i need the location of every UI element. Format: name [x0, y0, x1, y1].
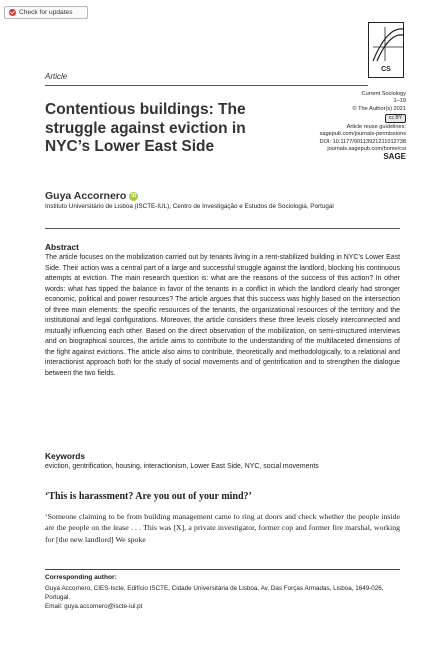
section-heading: ‘This is harassment? Are you out of your mind?’: [45, 491, 252, 502]
keywords-text: eviction, gentrification, housing, interactionism, Lower East Side, NYC, social movements: [45, 463, 319, 470]
doi[interactable]: DOI: 10.1177/00113921211012738: [319, 138, 406, 145]
check-updates-label: Check for updates: [19, 9, 73, 16]
page-range: 1–19: [393, 98, 406, 105]
corresponding-email[interactable]: Email: guya.accornero@iscte-iul.pt: [45, 603, 143, 610]
corresponding-address: Guya Accornero, CIES-Iscte, Edifício ISCTE, Cidade Universitária de Lisboa, Av. Das Forças Armadas, Lisboa, 1649-026, Portugal.: [45, 585, 384, 601]
corresponding-author-heading: Corresponding author:: [45, 574, 117, 581]
author-line: [45, 190, 138, 202]
body-paragraph: ‘Someone claiming to be from building management came to ring at doors and check whether the people inside are the people on the lease . . . This was [X], a private investigator, former cop and former fire marshal, working for [the new landlord] We spoke: [45, 512, 400, 544]
journal-name: Current Sociology: [361, 91, 406, 97]
journal-logo: [368, 22, 404, 78]
publisher-logo: SAGE: [383, 152, 406, 162]
article-type-label: Article: [45, 72, 68, 81]
author-affiliation: Instituto Universitário de Lisboa (ISCTE-IUL), Centro de Investigação e Estudos de Sociologia, Portugal: [45, 203, 334, 210]
header-rule: [45, 85, 368, 86]
abstract-heading: Abstract: [45, 242, 79, 252]
reuse-guidelines: Article reuse guidelines:: [346, 124, 406, 131]
permissions-link[interactable]: sagepub.com/journals-permissions: [319, 131, 406, 138]
keywords-heading: Keywords: [45, 451, 86, 461]
journal-logo-text: CS: [381, 66, 391, 73]
publication-meta: [286, 91, 406, 161]
journal-home-link[interactable]: journals.sagepub.com/home/csi: [327, 146, 406, 153]
abstract-text: The article focuses on the mobilization carried out by tenants living in a rent-stabilized building in NYC’s Lower East Side. Their action was a central part of a large and successful struggle against the landlord, blocking his continuous attempts at eviction. The main research question is: what are the reasons of the success of this action? In other words: what has tipped the balance in favor of the tenants in a conflict in which the landlord clearly had stronger economic, political and power resources? The article argues that this success was highly based on the intersection of three main elements: the specific resources of the tenants, the organizational resources of the territory and the institutional and legal configurations. Moreover, the article considers these three levels closely interconnected and mutually influencing each other. Based on the direct observation of the mobilization, on semi-structured interviews and on biographical sources, the article aims to contribute to the understanding of the multifaceted dimensions of the fight against evictions. The article also aims to contribute, theoretically and methodologically, to a relational and interactionist approach both for the study of social movements and of gentrification and to strengthen the dialogue between the two fields.: [45, 254, 400, 377]
journal-logo-graphic: [369, 23, 405, 63]
copyright: © The Author(s) 2021: [352, 105, 406, 112]
cc-license-icon[interactable]: cc BY: [385, 114, 406, 123]
check-for-updates-button[interactable]: [4, 6, 88, 19]
footnote-rule: [45, 569, 400, 570]
author-name: Guya Accornero: [45, 190, 127, 202]
corresponding-author-details: [45, 584, 385, 611]
check-updates-icon: [9, 9, 16, 16]
orcid-icon[interactable]: iD: [131, 192, 137, 199]
abstract-top-rule: [45, 228, 400, 229]
article-title: Contentious buildings: The struggle against eviction in NYC’s Lower East Side: [45, 101, 246, 155]
